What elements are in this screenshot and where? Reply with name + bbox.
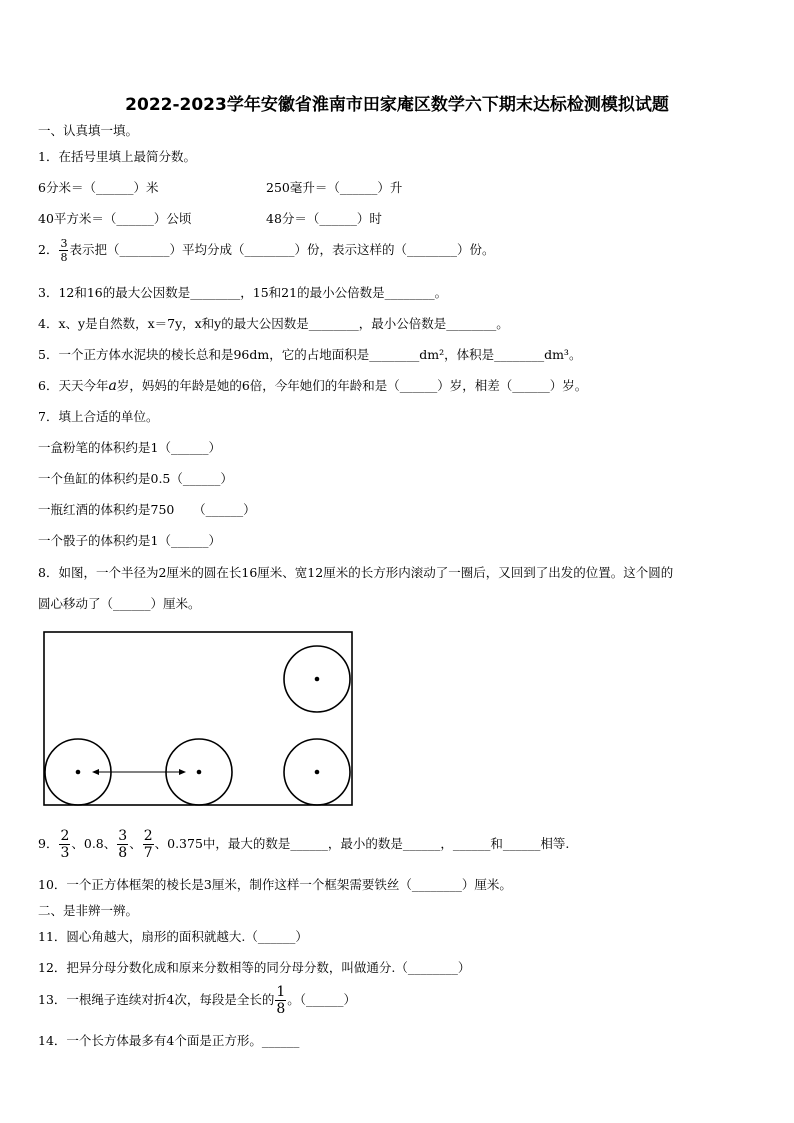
q13-frac-den: 8 — [276, 1001, 286, 1017]
q6-post: 岁，妈妈的年龄是她的6倍，今年她们的年龄和是（______）岁，相差（______）岁。 — [116, 378, 588, 393]
q9-f3-num: 2 — [143, 828, 153, 844]
q8-arrowhead-right — [179, 769, 186, 775]
q8-center-bottom-left — [76, 770, 81, 775]
q13-pre: 13．一根绳子连续对折4次，每段是全长的 — [38, 992, 275, 1007]
q9-text: 、0.375中，最大的数是______，最小的数是______，______和______相等. — [154, 836, 570, 851]
question-1: 1．在括号里填上最简分数。 — [38, 149, 196, 164]
q9-f1-den: 3 — [60, 845, 70, 861]
q8-center-top-right — [315, 677, 320, 682]
question-9 — [38, 829, 569, 860]
question-10: 10．一个正方体框架的棱长是3厘米，制作这样一个框架需要铁丝（________）厘米。 — [38, 877, 512, 892]
question-12: 12．把异分母分数化成和原来分数相等的同分母分数，叫做通分.（________） — [38, 960, 471, 975]
question-5: 5．一个正方体水泥块的棱长总和是96dm，它的占地面积是________dm²，体积是________dm³。 — [38, 347, 582, 362]
q8-rectangle — [44, 632, 352, 805]
question-7b: 一个鱼缸的体积约是0.5（______） — [38, 471, 233, 486]
question-7d: 一个骰子的体积约是1（______） — [38, 533, 221, 548]
q9-f1-num: 2 — [60, 828, 70, 844]
question-7c: 一瓶红酒的体积约是750 （______） — [38, 502, 256, 517]
q13-post: 。（______） — [287, 992, 357, 1007]
q9-f2-den: 8 — [118, 845, 128, 861]
section-two-heading: 二、是非辨一辨。 — [38, 903, 139, 918]
question-1d: 48分＝（______）时 — [266, 211, 382, 226]
q9-frac-1 — [59, 829, 70, 860]
q13-frac-num: 1 — [276, 984, 286, 1000]
q9-mid2: 、 — [129, 836, 142, 851]
q13-fraction — [275, 985, 286, 1016]
question-3: 3．12和16的最大公因数是________，15和21的最小公倍数是________。 — [38, 285, 448, 300]
question-14: 14．一个长方体最多有4个面是正方形。______ — [38, 1033, 300, 1048]
q2-frac-denominator: 8 — [60, 251, 68, 264]
q9-number: 9． — [38, 836, 59, 851]
question-7a: 一盒粉笔的体积约是1（______） — [38, 440, 221, 455]
q8-center-bottom-middle — [197, 770, 202, 775]
q6-variable: a — [108, 378, 117, 394]
q9-f3-den: 7 — [143, 845, 153, 861]
question-1c: 40平方米＝（______）公顷 — [38, 211, 192, 226]
question-4: 4．x、y是自然数，x＝7y，x和y的最大公因数是________，最小公倍数是________。 — [38, 316, 509, 331]
section-one-heading: 一、认真填一填。 — [38, 123, 139, 138]
q8-center-bottom-right — [315, 770, 320, 775]
question-1a: 6分米＝（______）米 — [38, 180, 159, 195]
page-title: 2022-2023学年安徽省淮南市田家庵区数学六下期末达标检测模拟试题 — [125, 95, 669, 115]
q8-arrowhead-left — [92, 769, 99, 775]
question-1b: 250毫升＝（______）升 — [266, 180, 403, 195]
q9-frac-2 — [117, 829, 128, 860]
question-11: 11．圆心角越大，扇形的面积就越大.（______） — [38, 929, 308, 944]
question-8-line2: 圆心移动了（______）厘米。 — [38, 596, 201, 611]
q6-pre: 6．天天今年 — [38, 378, 109, 393]
question-8-line1: 8．如图，一个半径为2厘米的圆在长16厘米、宽12厘米的长方形内滚动了一圈后，又回到了出发的位置。这个圆的 — [38, 565, 674, 580]
q9-mid1: 、0.8、 — [71, 836, 117, 851]
q9-f2-num: 3 — [118, 828, 128, 844]
q2-text: 表示把（________）平均分成（________）份，表示这样的（________）份。 — [69, 242, 495, 257]
q2-number: 2． — [38, 242, 59, 257]
q2-frac-numerator: 3 — [60, 237, 68, 250]
question-7: 7．填上合适的单位。 — [38, 409, 159, 424]
question-13 — [38, 985, 356, 1016]
q9-frac-3 — [143, 829, 154, 860]
